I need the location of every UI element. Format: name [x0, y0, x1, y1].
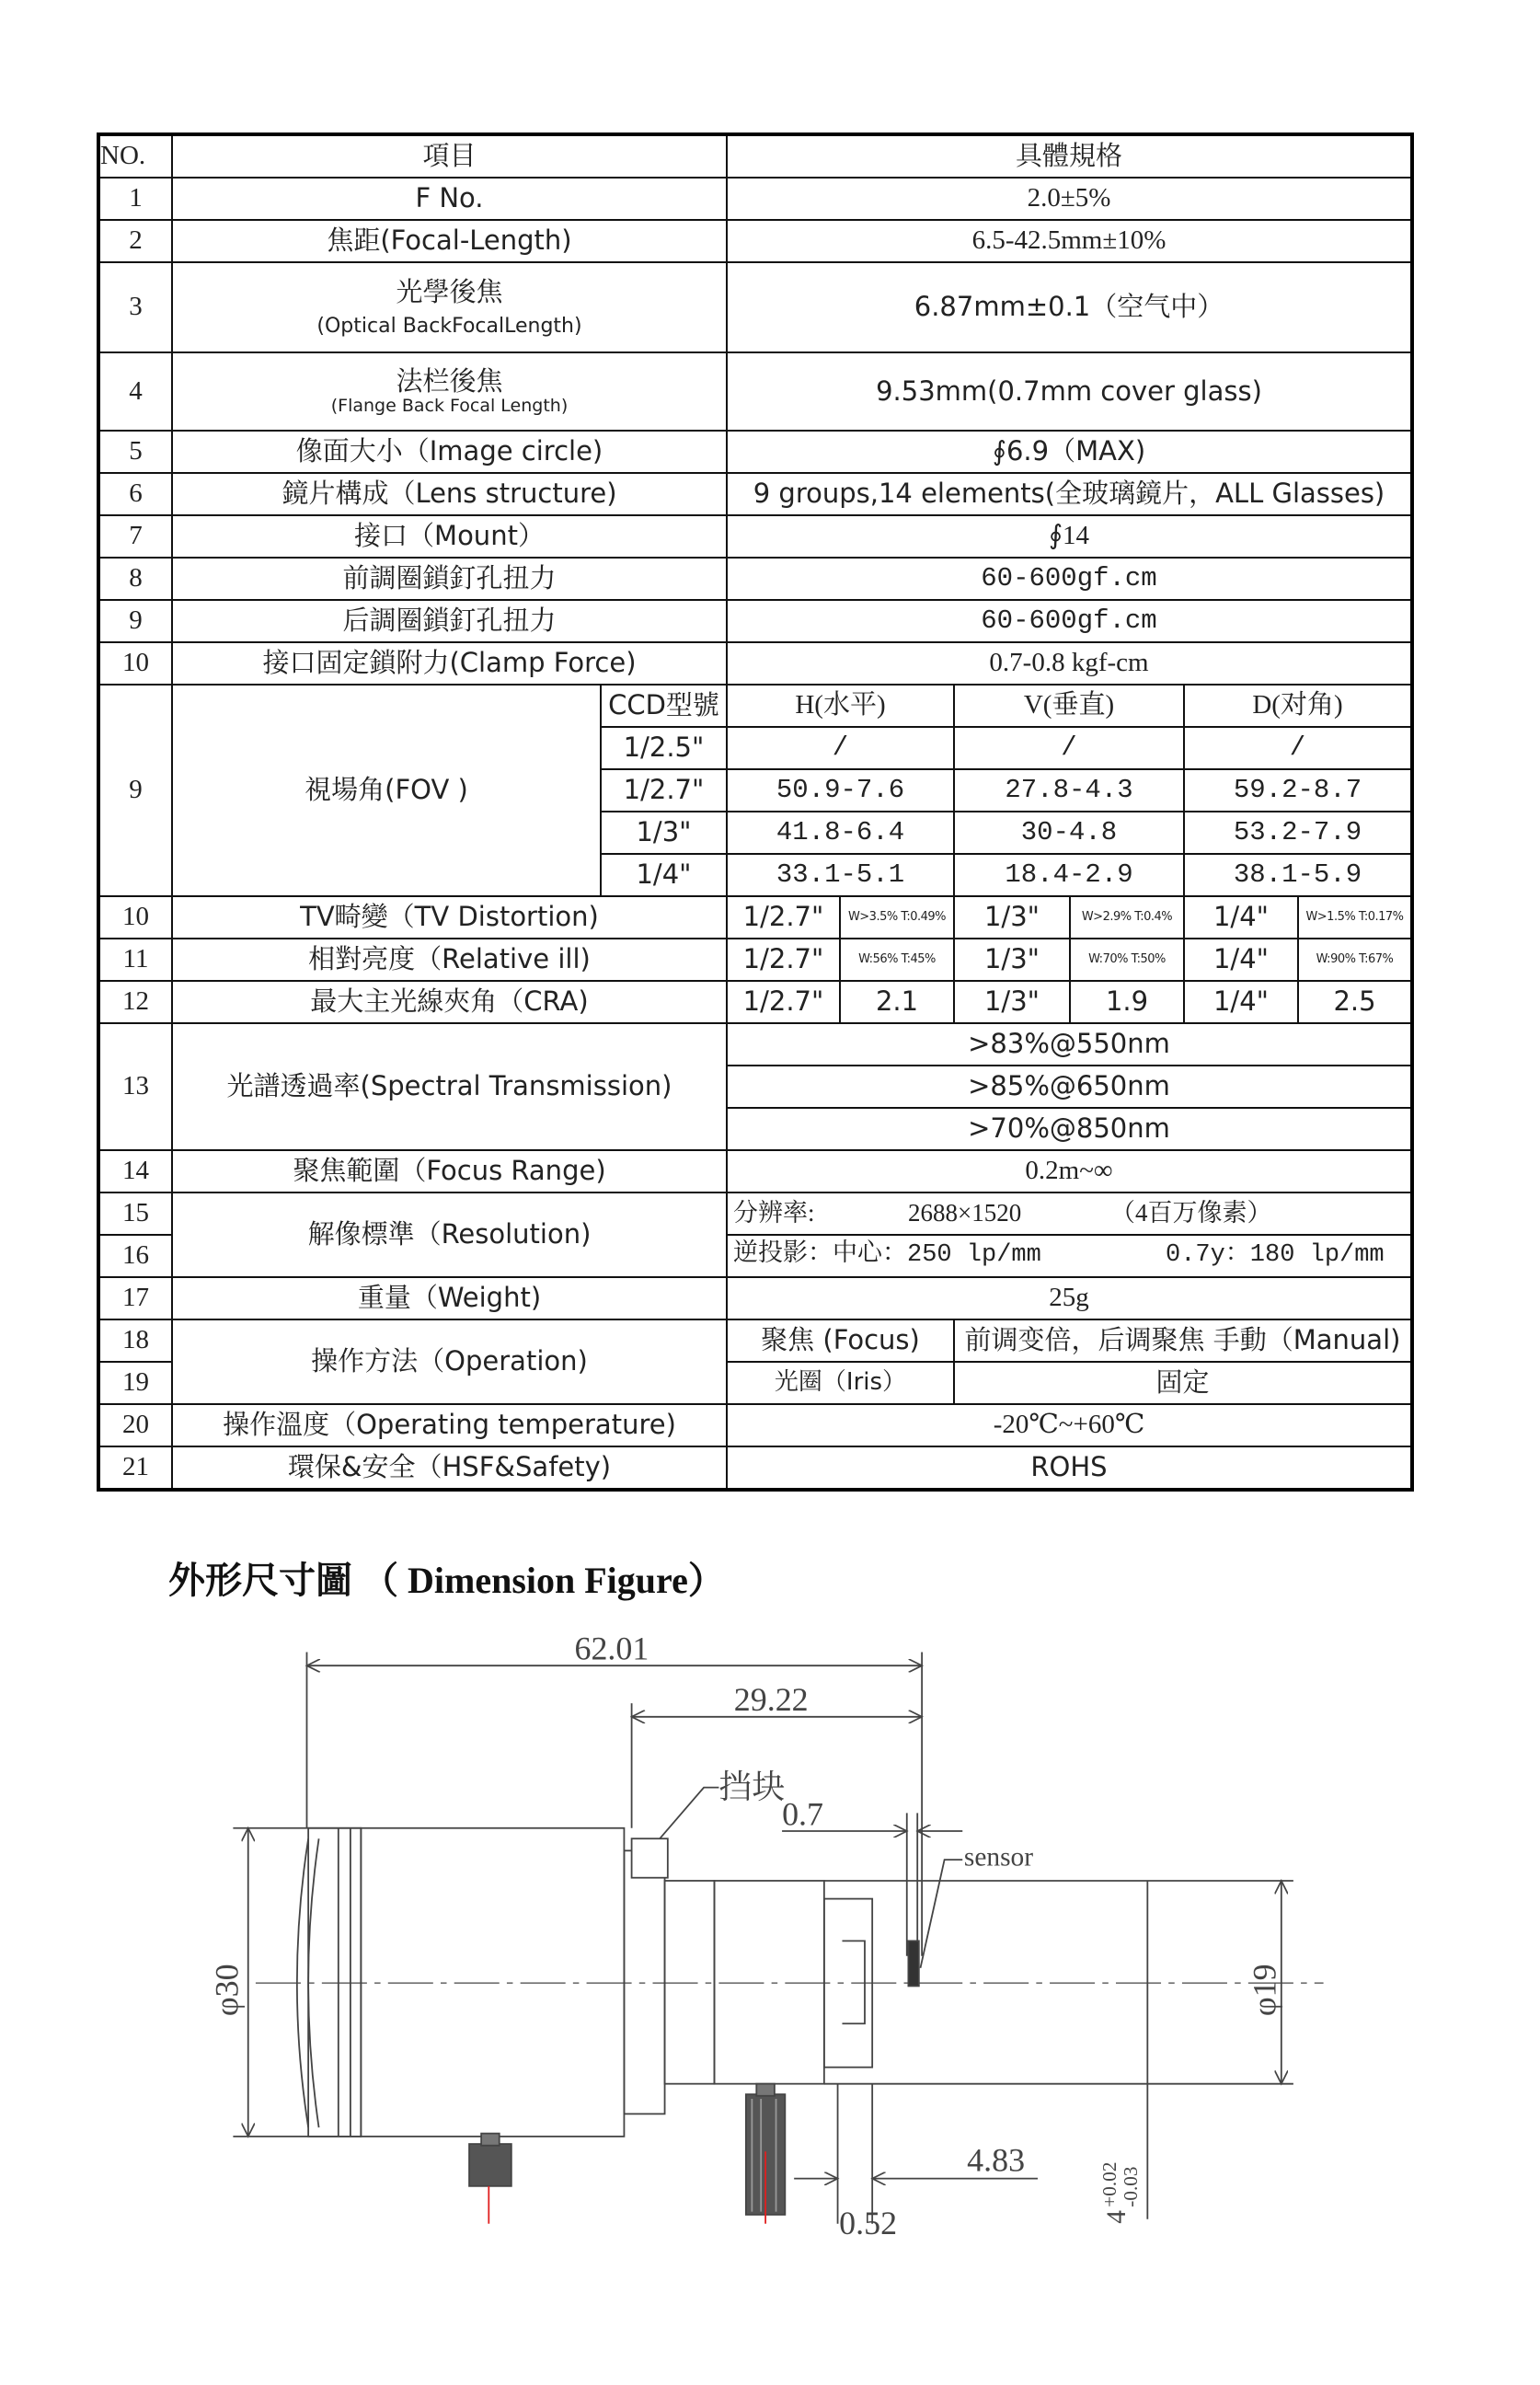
row-item-main: 法栏後焦 [396, 364, 503, 397]
fov-h: 41.8-6.4 [727, 812, 954, 854]
sensor-size: 1/2.7" [727, 939, 840, 981]
row-no: 15 [98, 1192, 172, 1235]
stopper-block [632, 1838, 668, 1878]
row-no: 6 [98, 473, 172, 515]
row-item: 后調圈鎖釘孔扭力 [172, 600, 727, 642]
dim-tol-base: 4 [1101, 2210, 1132, 2224]
row-spec: ∮6.9（MAX) [727, 431, 1412, 473]
front-ring [308, 1828, 361, 2137]
dim-front-diameter: φ30 [208, 1964, 246, 2017]
row-spec: 9 groups,14 elements(全玻璃鏡片，ALL Glasses) [727, 473, 1412, 515]
resolution-center: 逆投影：中心：250 lp/mm [733, 1241, 1041, 1270]
resolution-label: 分辨率: [733, 1199, 815, 1227]
row-item: 鏡片構成（Lens structure) [172, 473, 727, 515]
distortion-row [98, 896, 1412, 939]
relative-ill-row [98, 939, 1412, 981]
fov-ccd: 1/2.7" [601, 769, 727, 812]
row-no: 16 [98, 1235, 172, 1277]
row-no: 9 [98, 600, 172, 642]
dim-tol-plus: +0.02 [1098, 2161, 1121, 2207]
row-item: 環保&安全（HSF&Safety) [172, 1446, 727, 1490]
row-item: 操作方法（Operation) [172, 1319, 727, 1404]
row-spec: 60-600gf.cm [727, 600, 1412, 642]
row-item [172, 262, 727, 352]
row-no: 14 [98, 1150, 172, 1192]
fov-header: H(水平) [727, 685, 954, 727]
table-row [98, 1150, 1412, 1192]
sensor-size: 1/2.7" [727, 896, 840, 939]
row-item-sub: (Flange Back Focal Length) [330, 396, 569, 417]
fov-header: D(对角) [1184, 685, 1412, 727]
row-no: 17 [98, 1277, 172, 1319]
row-spec: -20℃~+60℃ [727, 1404, 1412, 1446]
dim-flange: 4.83 [967, 2141, 1026, 2179]
row-item: 接口固定鎖附力(Clamp Force) [172, 642, 727, 685]
row-item: 最大主光線夾角（CRA) [172, 981, 727, 1023]
row-no: 9 [98, 685, 172, 896]
main-barrel [361, 1828, 624, 2137]
sensor-plate [908, 1941, 918, 1986]
distortion-value: W>2.9% T:0.4% [1070, 896, 1184, 939]
row-item: 接口（Mount） [172, 515, 727, 558]
sensor-size: 1/3" [954, 939, 1070, 981]
cra-row [98, 981, 1412, 1023]
fov-header: V(垂直) [954, 685, 1184, 727]
resolution-line2 [727, 1235, 1412, 1277]
table-row [98, 642, 1412, 685]
row-spec: 6.87mm±0.1（空气中） [727, 262, 1412, 352]
sensor-size: 1/4" [1184, 981, 1298, 1023]
dim-sensor: sensor [963, 1842, 1034, 1872]
row-item: 焦距(Focal-Length) [172, 220, 727, 262]
resolution-value: 2688×1520 [908, 1199, 1022, 1227]
header-row [98, 134, 1412, 178]
row-spec: ∮14 [727, 515, 1412, 558]
header-spec: 具體規格 [727, 134, 1412, 178]
row-spec: ROHS [727, 1446, 1412, 1490]
row-no: 2 [98, 220, 172, 262]
row-no: 4 [98, 352, 172, 431]
operation-focus-label: 聚焦 (Focus) [727, 1319, 954, 1362]
relative-value: W:90% T:67% [1298, 939, 1412, 981]
table-row [98, 1404, 1412, 1446]
row-item-sub: (Optical BackFocalLength) [316, 315, 582, 339]
fov-ccd: 1/4" [601, 854, 727, 896]
fov-h: 50.9-7.6 [727, 769, 954, 812]
cra-value: 1.9 [1070, 981, 1184, 1023]
row-item: 光譜透過率(Spectral Transmission) [172, 1023, 727, 1150]
row-no: 13 [98, 1023, 172, 1150]
row-no: 10 [98, 896, 172, 939]
dim-partial: 0.52 [839, 2205, 898, 2242]
row-item: TV畸變（TV Distortion) [172, 896, 727, 939]
sensor-size: 1/4" [1184, 896, 1298, 939]
table-row [98, 262, 1412, 352]
row-item [172, 352, 727, 431]
row-spec: 60-600gf.cm [727, 558, 1412, 600]
dim-tol-minus: -0.03 [1119, 2166, 1142, 2207]
table-row [98, 558, 1412, 600]
dim-rear-diameter: φ19 [1246, 1964, 1283, 2017]
cra-value: 2.1 [840, 981, 954, 1023]
row-spec: 9.53mm(0.7mm cover glass) [727, 352, 1412, 431]
table-row [98, 1446, 1412, 1490]
table-row [98, 352, 1412, 431]
table-row [98, 178, 1412, 220]
row-no: 1 [98, 178, 172, 220]
table-row [98, 431, 1412, 473]
row-no: 11 [98, 939, 172, 981]
resolution-row [98, 1192, 1412, 1235]
fov-h: / [727, 727, 954, 769]
table-row [98, 220, 1412, 262]
row-item: 相對亮度（Relative ill) [172, 939, 727, 981]
spectral-value: >85%@650nm [727, 1066, 1412, 1108]
spectral-value: >70%@850nm [727, 1108, 1412, 1150]
stopper-leader [657, 1788, 718, 1842]
row-item: 像面大小（Image circle) [172, 431, 727, 473]
operation-iris-value: 固定 [954, 1362, 1412, 1404]
fov-h: 33.1-5.1 [727, 854, 954, 896]
fov-ccd: 1/2.5" [601, 727, 727, 769]
sensor-size: 1/2.7" [727, 981, 840, 1023]
spectral-value: >83%@550nm [727, 1023, 1412, 1066]
fov-v: 27.8-4.3 [954, 769, 1184, 812]
row-no: 8 [98, 558, 172, 600]
distortion-value: W>1.5% T:0.17% [1298, 896, 1412, 939]
resolution-line1 [727, 1192, 1412, 1235]
row-spec: 2.0±5% [727, 178, 1412, 220]
front-screw-knob [469, 2144, 511, 2186]
row-no: 3 [98, 262, 172, 352]
row-spec: 0.2m~∞ [727, 1150, 1412, 1192]
row-item-main: 光學後焦 [396, 275, 503, 307]
sensor-leader [920, 1860, 962, 1968]
row-no: 10 [98, 642, 172, 685]
fov-v: 30-4.8 [954, 812, 1184, 854]
row-no: 7 [98, 515, 172, 558]
row-item: 聚焦範圍（Focus Range) [172, 1150, 727, 1192]
row-no: 12 [98, 981, 172, 1023]
table-row [98, 515, 1412, 558]
row-item: 重量（Weight) [172, 1277, 727, 1319]
fov-d: 53.2-7.9 [1184, 812, 1412, 854]
row-no: 5 [98, 431, 172, 473]
row-no: 20 [98, 1404, 172, 1446]
sensor-size: 1/3" [954, 981, 1070, 1023]
table-row [98, 1277, 1412, 1319]
row-no: 19 [98, 1362, 172, 1404]
relative-value: W:70% T:50% [1070, 939, 1184, 981]
table-row [98, 473, 1412, 515]
operation-focus-value: 前调变倍，后调聚焦 手動（Manual) [954, 1319, 1412, 1362]
row-spec: 25g [727, 1277, 1412, 1319]
resolution-edge: 0.7y：180 lp/mm [1166, 1241, 1385, 1270]
distortion-value: W>3.5% T:0.49% [840, 896, 954, 939]
resolution-note: （4百万像素） [1110, 1199, 1272, 1227]
row-spec: 6.5-42.5mm±10% [727, 220, 1412, 262]
operation-row [98, 1319, 1412, 1362]
row-item: 前調圈鎖釘孔扭力 [172, 558, 727, 600]
fov-item: 視場角(FOV ) [172, 685, 601, 896]
operation-iris-label: 光圈（Iris） [727, 1362, 954, 1404]
dim-gap: 0.7 [782, 1795, 824, 1833]
row-no: 21 [98, 1446, 172, 1490]
row-item: 操作溫度（Operating temperature) [172, 1404, 727, 1446]
dimension-drawing [0, 1595, 1540, 2385]
fov-d: / [1184, 727, 1412, 769]
fov-v: / [954, 727, 1184, 769]
row-item: F No. [172, 178, 727, 220]
fov-v: 18.4-2.9 [954, 854, 1184, 896]
row-spec: 0.7-0.8 kgf-cm [727, 642, 1412, 685]
dim-rear: 29.22 [733, 1681, 809, 1719]
sensor-size: 1/4" [1184, 939, 1298, 981]
relative-value: W:56% T:45% [840, 939, 954, 981]
fov-header: CCD型號 [601, 685, 727, 727]
row-item: 解像標準（Resolution) [172, 1192, 727, 1277]
fov-d: 59.2-8.7 [1184, 769, 1412, 812]
fov-header-row [98, 685, 1412, 727]
fov-ccd: 1/3" [601, 812, 727, 854]
header-item: 項目 [172, 134, 727, 178]
dim-overall: 62.01 [574, 1630, 649, 1667]
table-row [98, 600, 1412, 642]
row-no: 18 [98, 1319, 172, 1362]
figure-title: 外形尺寸圖 （ Dimension Figure） [168, 1560, 725, 1601]
fov-d: 38.1-5.9 [1184, 854, 1412, 896]
dim-stopper: 挡块 [718, 1769, 786, 1806]
spectral-row [98, 1023, 1412, 1066]
sensor-size: 1/3" [954, 896, 1070, 939]
rear-barrel [715, 1881, 824, 2084]
spec-table [97, 132, 1414, 1492]
cra-value: 2.5 [1298, 981, 1412, 1023]
header-no: NO. [98, 134, 172, 178]
